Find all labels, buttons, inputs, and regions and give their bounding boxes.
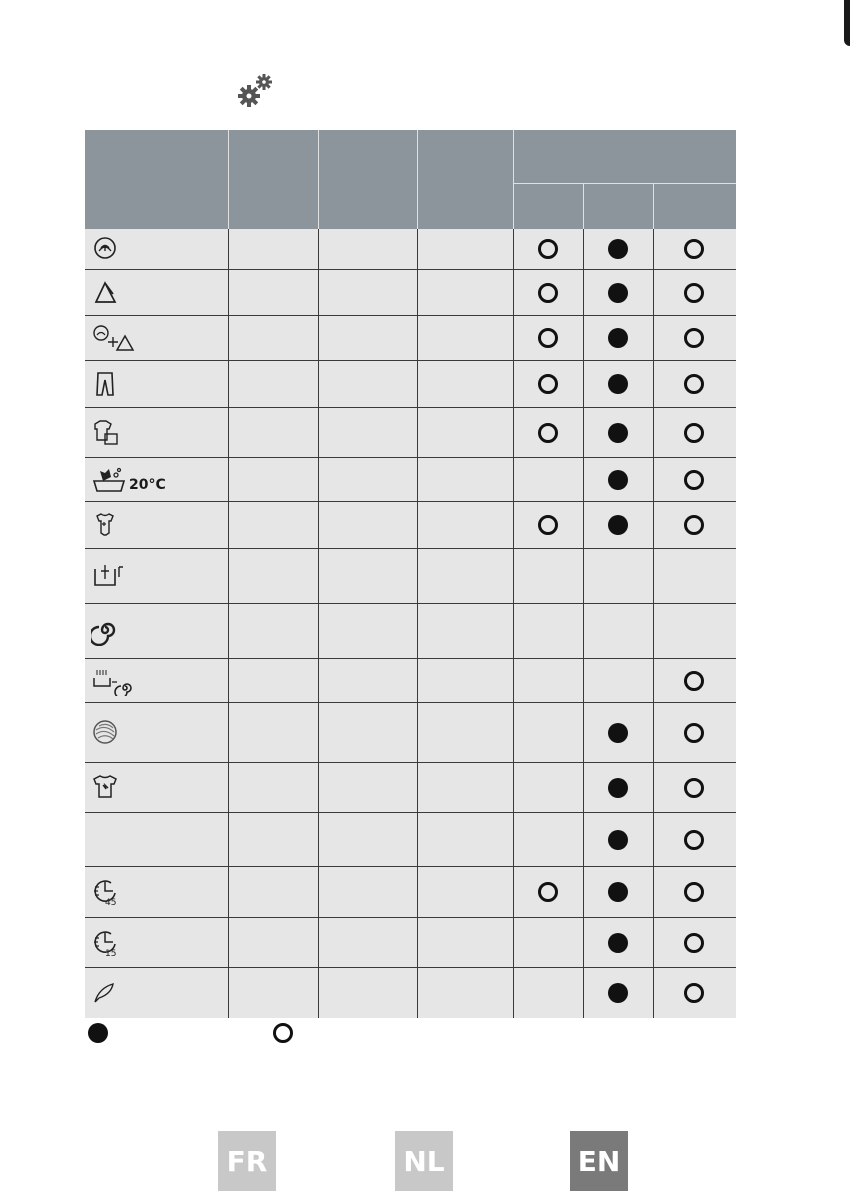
table-row: [85, 703, 736, 763]
table-cell-divider: [318, 549, 319, 603]
table-cell-divider: [318, 604, 319, 658]
table-cell-divider: [318, 408, 319, 457]
table-cell-divider: [513, 549, 514, 603]
programme-icon-cell: [85, 502, 228, 548]
filled-dot-mark: [608, 239, 628, 259]
table-cell-divider: [653, 968, 654, 1018]
table-cell-divider: [513, 918, 514, 967]
table-cell-divider: [583, 458, 584, 501]
table-cell-divider: [318, 361, 319, 407]
svg-text:15: 15: [105, 948, 117, 958]
open-dot-mark: [538, 374, 558, 394]
table-cell-divider: [583, 361, 584, 407]
jeans-icon: [91, 369, 121, 399]
table-cell-divider: [417, 659, 418, 702]
table-row: [85, 361, 736, 408]
table-cell-divider: [228, 316, 229, 360]
programme-icon-cell: [85, 270, 228, 315]
table-cell-divider: [318, 458, 319, 501]
page-edge-mark: [844, 0, 850, 46]
wool-icon: [91, 718, 121, 748]
drain-spin-icon: [91, 666, 137, 696]
table-cell-divider: [513, 763, 514, 812]
table-cell-divider: [583, 316, 584, 360]
table-cell-divider: [583, 549, 584, 603]
filled-dot-mark: [608, 830, 628, 850]
table-cell-divider: [513, 408, 514, 457]
stain-shirt-icon: [91, 773, 121, 803]
lang-tab-en[interactable]: EN: [570, 1131, 628, 1191]
programme-icon-cell: [85, 763, 228, 812]
programme-icon-cell: [85, 408, 228, 457]
table-cell-divider: [653, 918, 654, 967]
legend-open-dot: [273, 1023, 293, 1043]
open-dot-mark: [538, 328, 558, 348]
table-cell-divider: [583, 813, 584, 866]
table-cell-divider: [228, 229, 229, 269]
table-cell-divider: [228, 703, 229, 762]
table-cell-divider: [318, 502, 319, 548]
open-dot-mark: [684, 723, 704, 743]
table-row: [85, 316, 736, 361]
table-cell-divider: [583, 918, 584, 967]
table-cell-divider: [417, 361, 418, 407]
lang-tab-nl[interactable]: NL: [395, 1131, 453, 1191]
table-cell-divider: [417, 867, 418, 917]
legend-filled-dot: [88, 1023, 108, 1043]
table-cell-divider: [417, 502, 418, 548]
table-cell-divider: [228, 659, 229, 702]
programme-icon-cell: [85, 604, 228, 658]
table-cell-divider: [417, 316, 418, 360]
table-cell-divider: [417, 813, 418, 866]
table-cell-divider: [513, 502, 514, 548]
filled-dot-mark: [608, 723, 628, 743]
table-cell-divider: [583, 968, 584, 1018]
table-cell-divider: [318, 918, 319, 967]
open-dot-mark: [684, 283, 704, 303]
programme-icon-cell: [85, 703, 228, 762]
filled-dot-mark: [608, 328, 628, 348]
table-cell-divider: [513, 361, 514, 407]
table-cell-divider: [583, 703, 584, 762]
table-cell-divider: [318, 270, 319, 315]
table-cell-divider: [228, 763, 229, 812]
cotton-synthetic-mix-icon: [91, 323, 137, 353]
table-cell-divider: [318, 659, 319, 702]
open-dot-mark: [538, 239, 558, 259]
mixed-laundry-icon: [91, 418, 137, 448]
table-cell-divider: [653, 458, 654, 501]
open-dot-mark: [684, 933, 704, 953]
table-row: [85, 918, 736, 968]
programme-icon-cell: [85, 229, 228, 269]
table-cell-divider: [228, 270, 229, 315]
open-dot-mark: [684, 983, 704, 1003]
programme-icon-cell: [85, 458, 228, 501]
table-cell-divider: [583, 270, 584, 315]
open-dot-mark: [684, 671, 704, 691]
table-cell-divider: [583, 659, 584, 702]
table-cell-divider: [318, 316, 319, 360]
programme-icon-cell: [85, 867, 228, 917]
table-row: [85, 458, 736, 502]
table-cell-divider: [583, 408, 584, 457]
open-dot-mark: [538, 882, 558, 902]
table-cell-divider: [513, 703, 514, 762]
lang-tab-fr[interactable]: FR: [218, 1131, 276, 1191]
programme-icon-cell: [85, 659, 228, 702]
table-cell-divider: [417, 763, 418, 812]
table-cell-divider: [653, 270, 654, 315]
table-cell-divider: [513, 270, 514, 315]
open-dot-mark: [684, 882, 704, 902]
table-cell-divider: [513, 659, 514, 702]
table-row: [85, 813, 736, 867]
table-row: [85, 604, 736, 659]
programme-icon-cell: [85, 361, 228, 407]
table-cell-divider: [583, 763, 584, 812]
open-dot-mark: [684, 830, 704, 850]
table-cell-divider: [653, 316, 654, 360]
open-dot-mark: [538, 283, 558, 303]
table-header: [85, 130, 736, 229]
rinse-icon: [91, 561, 137, 591]
filled-dot-mark: [608, 423, 628, 443]
table-cell-divider: [653, 813, 654, 866]
table-cell-divider: [513, 968, 514, 1018]
table-cell-divider: [653, 502, 654, 548]
filled-dot-mark: [608, 515, 628, 535]
programme-icon-cell: [85, 549, 228, 603]
table-cell-divider: [417, 918, 418, 967]
table-cell-divider: [653, 361, 654, 407]
table-cell-divider: [417, 604, 418, 658]
programme-icon-cell: [85, 813, 228, 866]
open-dot-mark: [684, 778, 704, 798]
table-cell-divider: [583, 604, 584, 658]
table-cell-divider: [513, 229, 514, 269]
table-cell-divider: [583, 502, 584, 548]
table-cell-divider: [653, 408, 654, 457]
open-dot-mark: [684, 374, 704, 394]
quick-15-icon: [91, 928, 121, 958]
open-dot-mark: [684, 515, 704, 535]
table-cell-divider: [513, 813, 514, 866]
open-dot-mark: [684, 328, 704, 348]
table-cell-divider: [417, 549, 418, 603]
table-cell-divider: [417, 270, 418, 315]
filled-dot-mark: [608, 882, 628, 902]
table-row: [85, 867, 736, 918]
table-row: [85, 229, 736, 270]
spin-icon: [91, 616, 121, 646]
table-cell-divider: [417, 229, 418, 269]
table-cell-divider: [653, 229, 654, 269]
table-row: [85, 659, 736, 703]
table-cell-divider: [228, 918, 229, 967]
table-cell-divider: [583, 229, 584, 269]
open-dot-mark: [684, 423, 704, 443]
open-dot-mark: [684, 239, 704, 259]
table-cell-divider: [228, 549, 229, 603]
table-cell-divider: [653, 867, 654, 917]
svg-text:45: 45: [105, 898, 117, 907]
filled-dot-mark: [608, 778, 628, 798]
open-dot-mark: [684, 470, 704, 490]
table-cell-divider: [653, 604, 654, 658]
table-cell-divider: [653, 659, 654, 702]
programme-icon-cell: [85, 968, 228, 1018]
table-cell-divider: [228, 813, 229, 866]
table-cell-divider: [417, 703, 418, 762]
table-cell-divider: [228, 968, 229, 1018]
table-row: [85, 549, 736, 604]
table-cell-divider: [417, 408, 418, 457]
table-cell-divider: [228, 604, 229, 658]
cotton-icon: [91, 234, 121, 264]
table-cell-divider: [318, 703, 319, 762]
baby-clothes-icon: [91, 510, 121, 540]
table-cell-divider: [653, 549, 654, 603]
table-cell-divider: [228, 408, 229, 457]
table-row: [85, 763, 736, 813]
table-cell-divider: [318, 763, 319, 812]
filled-dot-mark: [608, 470, 628, 490]
programme-table: [85, 130, 736, 1018]
programme-icon-cell: [85, 918, 228, 967]
table-row: [85, 408, 736, 458]
delicate-feather-icon: [91, 978, 121, 1008]
table-cell-divider: [513, 316, 514, 360]
table-row: [85, 968, 736, 1018]
table-cell-divider: [653, 703, 654, 762]
table-cell-divider: [228, 502, 229, 548]
table-body: [85, 229, 736, 1018]
synthetic-icon: [91, 278, 121, 308]
filled-dot-mark: [608, 933, 628, 953]
table-cell-divider: [318, 813, 319, 866]
table-row: [85, 502, 736, 549]
table-cell-divider: [318, 229, 319, 269]
programme-temp-label: 20°C: [129, 476, 166, 493]
programme-icon-cell: [85, 316, 228, 360]
table-row: [85, 270, 736, 316]
table-cell-divider: [228, 867, 229, 917]
filled-dot-mark: [608, 374, 628, 394]
settings-gears-icon: [236, 72, 276, 112]
table-cell-divider: [513, 604, 514, 658]
table-cell-divider: [318, 968, 319, 1018]
filled-dot-mark: [608, 283, 628, 303]
quick-45-icon: [91, 877, 121, 907]
open-dot-mark: [538, 515, 558, 535]
table-cell-divider: [513, 458, 514, 501]
table-cell-divider: [318, 867, 319, 917]
table-cell-divider: [513, 867, 514, 917]
table-cell-divider: [583, 867, 584, 917]
table-cell-divider: [417, 968, 418, 1018]
table-cell-divider: [228, 458, 229, 501]
filled-dot-mark: [608, 983, 628, 1003]
table-cell-divider: [653, 763, 654, 812]
table-cell-divider: [228, 361, 229, 407]
open-dot-mark: [538, 423, 558, 443]
table-cell-divider: [417, 458, 418, 501]
